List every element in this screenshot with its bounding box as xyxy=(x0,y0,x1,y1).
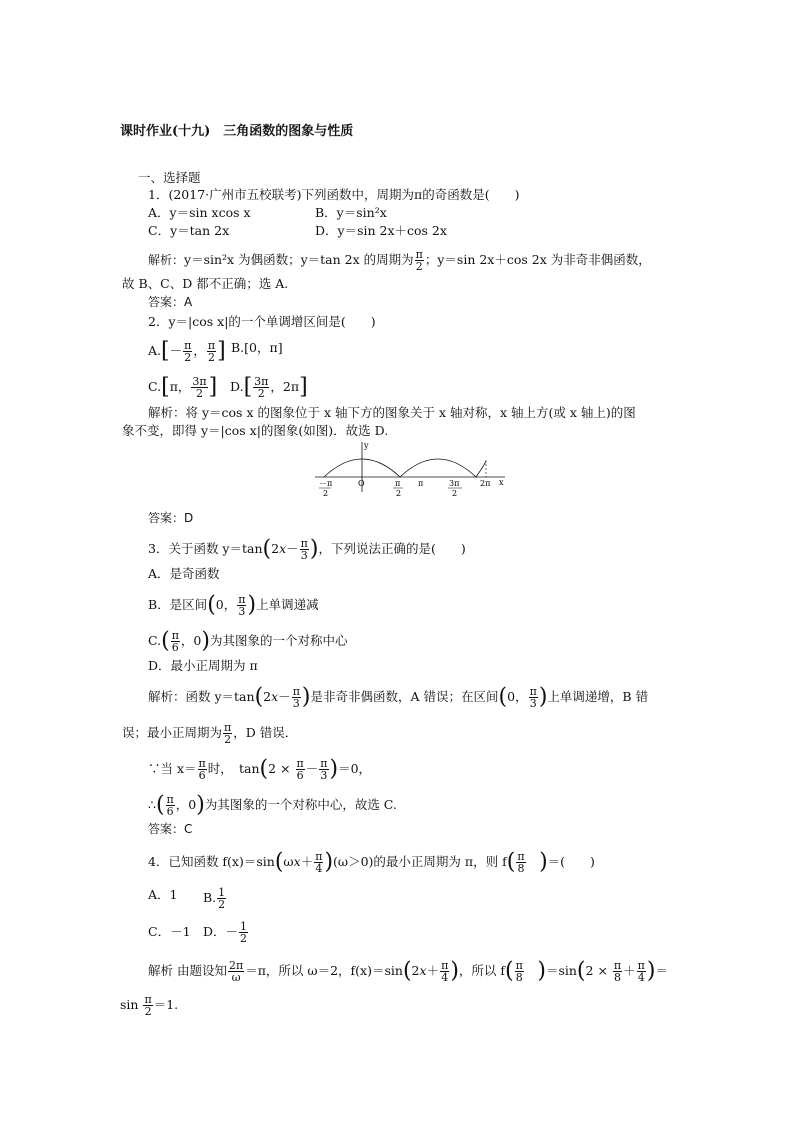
tick-pi2-num: π xyxy=(395,479,401,488)
x-label: x xyxy=(499,478,504,487)
q3-because: ∵当 x＝ $\frac{\pi}{6}$ 时， tan(2 × $\frac{\pi}{6}$ － $\frac{\pi}{3}$ )＝0， xyxy=(148,756,372,782)
tick-3pi2-num: 3π xyxy=(449,479,460,488)
q4-stem: 4．已知函数 f(x)＝sin(ωx＋ $\frac{\pi}{4}$ )(ω＞0)的最小正周期为 π，则 f( $\frac{\pi}{8}$ )＝( ) xyxy=(148,849,595,875)
q3-answer: 答案：C xyxy=(148,822,193,836)
curve xyxy=(324,459,486,477)
tick-neg-pi2-den: 2 xyxy=(323,489,329,498)
q4-jiexi-line2: sin $\frac{\pi}{2}$ ＝1. xyxy=(120,993,179,1018)
q1-option-c: C．y＝tan 2x xyxy=(148,223,230,238)
q2-option-b: B.[0，π] xyxy=(231,340,283,355)
q4-option-b: B. $\frac{1}{2}$ xyxy=(203,886,226,911)
tick-pi2-den: 2 xyxy=(396,489,402,498)
q3-option-d: D．最小正周期为 π xyxy=(148,658,258,673)
q2-answer: 答案：D xyxy=(148,511,194,525)
page-title: 课时作业(十九) 三角函数的图象与性质 xyxy=(120,124,354,139)
q3-stem: 3．关于函数 y＝tan(2x－ $\frac{\pi}{3}$ )，下列说法正确的是( ) xyxy=(148,536,466,562)
q1-option-d: D．y＝sin 2x＋cos 2x xyxy=(315,223,447,238)
q1-answer: 答案：A xyxy=(148,295,193,309)
section-heading: 一、选择题 xyxy=(138,170,201,185)
q1-option-a: A．y＝sin xcos x xyxy=(148,205,251,220)
q3-option-c: C.( $\frac{\pi}{6}$ ，0)为其图象的一个对称中心 xyxy=(148,628,348,654)
y-label: y xyxy=(364,441,369,450)
tick-pi: π xyxy=(418,479,424,488)
tick-3pi2-den: 2 xyxy=(452,489,458,498)
q2-jiexi-line1: 解析：将 y＝cos x 的图象位于 x 轴下方的图象关于 x 轴对称，x 轴上方(或 x 轴上)的图 xyxy=(148,405,636,420)
q1-jiexi-line2: 故 B、C、D 都不正确；选 A. xyxy=(122,276,289,291)
q2-option-c: C.[π， $\frac{3\pi}{2}$ ] xyxy=(148,374,218,400)
abs-cos-graph xyxy=(310,440,510,500)
q3-therefore: ∴( $\frac{\pi}{6}$ ，0)为其图象的一个对称中心，故选 C. xyxy=(148,792,397,818)
q2-option-a: A.[－ $\frac{\pi}{2}$ ， $\frac{\pi}{2}$ ] xyxy=(148,338,226,364)
q3-jiexi-line2: 误；最小正周期为 $\frac{\pi}{2}$ ，D 错误． xyxy=(122,721,298,746)
q3-option-b: B．是区间(0， $\frac{\pi}{3}$ )上单调递减 xyxy=(148,592,319,618)
q2-stem: 2．y＝|cos x|的一个单调增区间是( ) xyxy=(148,314,376,329)
fraction: $\frac{\pi}{2}$ xyxy=(415,248,423,273)
q4-option-cd: C．－1 D．－ $\frac{1}{2}$ xyxy=(148,920,248,945)
origin-label: O xyxy=(358,479,365,488)
jiexi-label: 解析： xyxy=(148,253,185,267)
q2-option-d: D.[ $\frac{3\pi}{2}$ ，2π] xyxy=(230,374,308,400)
q4-option-a: A．1 xyxy=(148,887,178,902)
q4-jiexi-line1: 解析 由题设知 $\frac{2\pi}{\omega}$ ＝π，所以 ω＝2，f(x)＝sin(2x＋ $\frac{\pi}{4}$ )，所以 f( $\frac{\pi}{8}$ )＝sin(2 × $\frac{\pi}{8}$ ＋ $\frac{\pi}{4}$ )＝ xyxy=(148,958,668,984)
q3-jiexi-line1: 解析：函数 y＝tan(2x－ $\frac{\pi}{3}$ )是非奇非偶函数，A 错误；在区间(0， $\frac{\pi}{3}$ )上单调递增，B 错 xyxy=(148,684,649,710)
q3-option-a: A．是奇函数 xyxy=(148,566,220,581)
tick-2pi: 2π xyxy=(480,479,491,488)
q1-option-b: B．y＝sin²x xyxy=(315,205,387,220)
q2-jiexi-line2: 象不变，即得 y＝|cos x|的图象(如图)．故选 D. xyxy=(122,423,389,438)
q1-jiexi-line1: 解析：y＝sin²x 为偶函数；y＝tan 2x 的周期为 $\frac{\pi}{2}$ ；y＝sin 2x＋cos 2x 为非奇非偶函数， xyxy=(148,248,651,273)
tick-neg-pi2-num: －π xyxy=(319,479,333,488)
q1-stem: 1．(2017·广州市五校联考)下列函数中，周期为π的奇函数是( ) xyxy=(148,187,520,202)
